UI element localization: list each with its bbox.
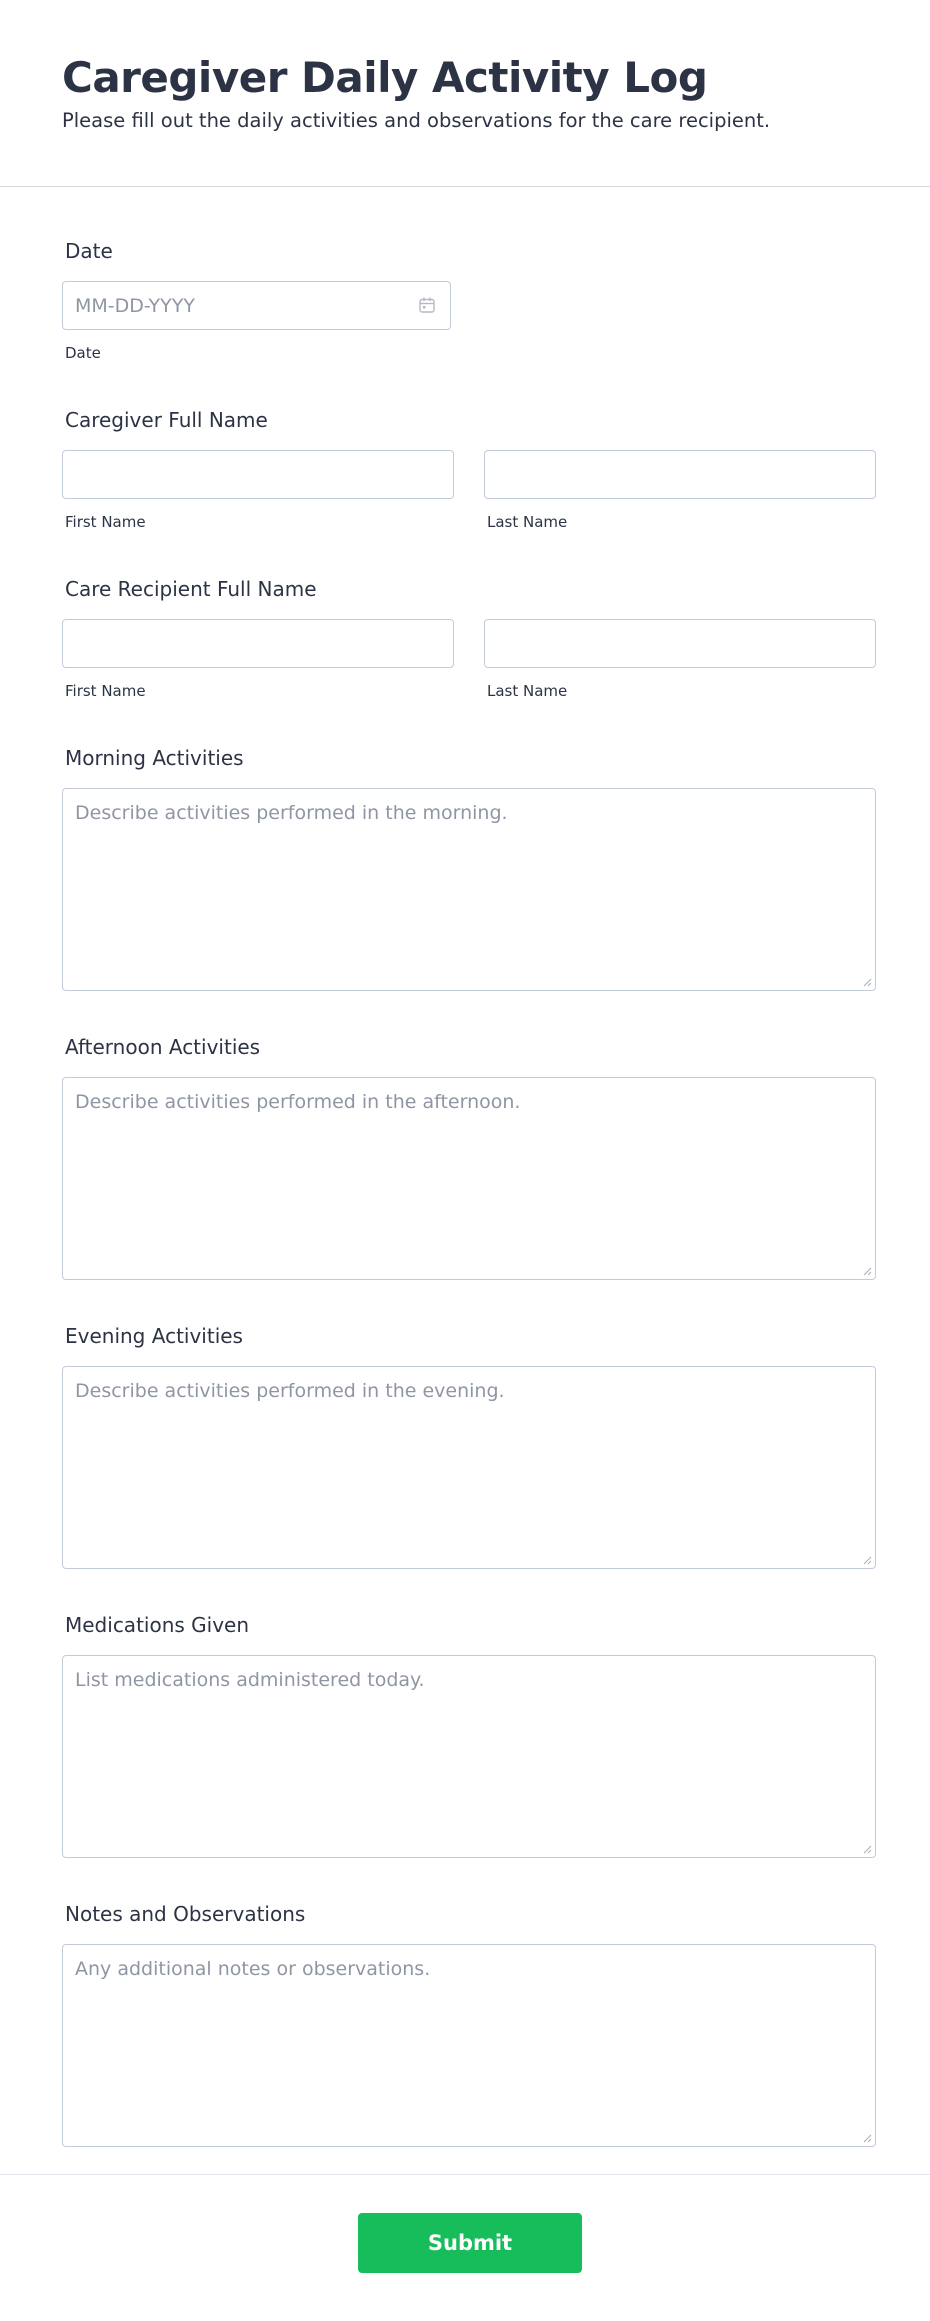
recipient-last-name-input[interactable] — [485, 620, 875, 667]
form-header — [0, 0, 930, 187]
notes-textarea[interactable] — [63, 1945, 875, 2146]
date-label: Date — [65, 239, 113, 263]
form-subtitle: Please fill out the daily activities and observations for the care recipient. — [62, 109, 771, 132]
resize-handle-icon[interactable] — [862, 1555, 872, 1565]
recipient-first-name-sublabel: First Name — [65, 682, 146, 700]
afternoon-activities-label: Afternoon Activities — [65, 1035, 261, 1059]
submit-button[interactable]: Submit — [358, 2213, 582, 2273]
recipient-name-label: Care Recipient Full Name — [65, 577, 317, 601]
recipient-last-name-box[interactable] — [484, 619, 876, 668]
resize-handle-icon[interactable] — [862, 1844, 872, 1854]
morning-activities-box[interactable] — [62, 788, 876, 991]
form-title: Caregiver Daily Activity Log — [62, 53, 708, 102]
evening-activities-box[interactable] — [62, 1366, 876, 1569]
medications-label: Medications Given — [65, 1613, 250, 1637]
date-input[interactable] — [63, 282, 450, 329]
calendar-icon[interactable] — [418, 296, 436, 314]
morning-activities-label: Morning Activities — [65, 746, 244, 770]
medications-box[interactable] — [62, 1655, 876, 1858]
caregiver-name-label: Caregiver Full Name — [65, 408, 268, 432]
evening-activities-label: Evening Activities — [65, 1324, 243, 1348]
resize-handle-icon[interactable] — [862, 2133, 872, 2143]
resize-handle-icon[interactable] — [862, 977, 872, 987]
caregiver-last-name-box[interactable] — [484, 450, 876, 499]
evening-activities-textarea[interactable] — [63, 1367, 875, 1568]
resize-handle-icon[interactable] — [862, 1266, 872, 1276]
date-input-box[interactable] — [62, 281, 451, 330]
notes-box[interactable] — [62, 1944, 876, 2147]
notes-label: Notes and Observations — [65, 1902, 306, 1926]
afternoon-activities-box[interactable] — [62, 1077, 876, 1280]
caregiver-first-name-sublabel: First Name — [65, 513, 146, 531]
date-sublabel: Date — [65, 344, 101, 362]
morning-activities-textarea[interactable] — [63, 789, 875, 990]
caregiver-last-name-input[interactable] — [485, 451, 875, 498]
caregiver-first-name-box[interactable] — [62, 450, 454, 499]
recipient-last-name-sublabel: Last Name — [487, 682, 568, 700]
caregiver-last-name-sublabel: Last Name — [487, 513, 568, 531]
recipient-first-name-input[interactable] — [63, 620, 453, 667]
afternoon-activities-textarea[interactable] — [63, 1078, 875, 1279]
recipient-first-name-box[interactable] — [62, 619, 454, 668]
footer-divider — [0, 2174, 930, 2175]
medications-textarea[interactable] — [63, 1656, 875, 1857]
caregiver-first-name-input[interactable] — [63, 451, 453, 498]
